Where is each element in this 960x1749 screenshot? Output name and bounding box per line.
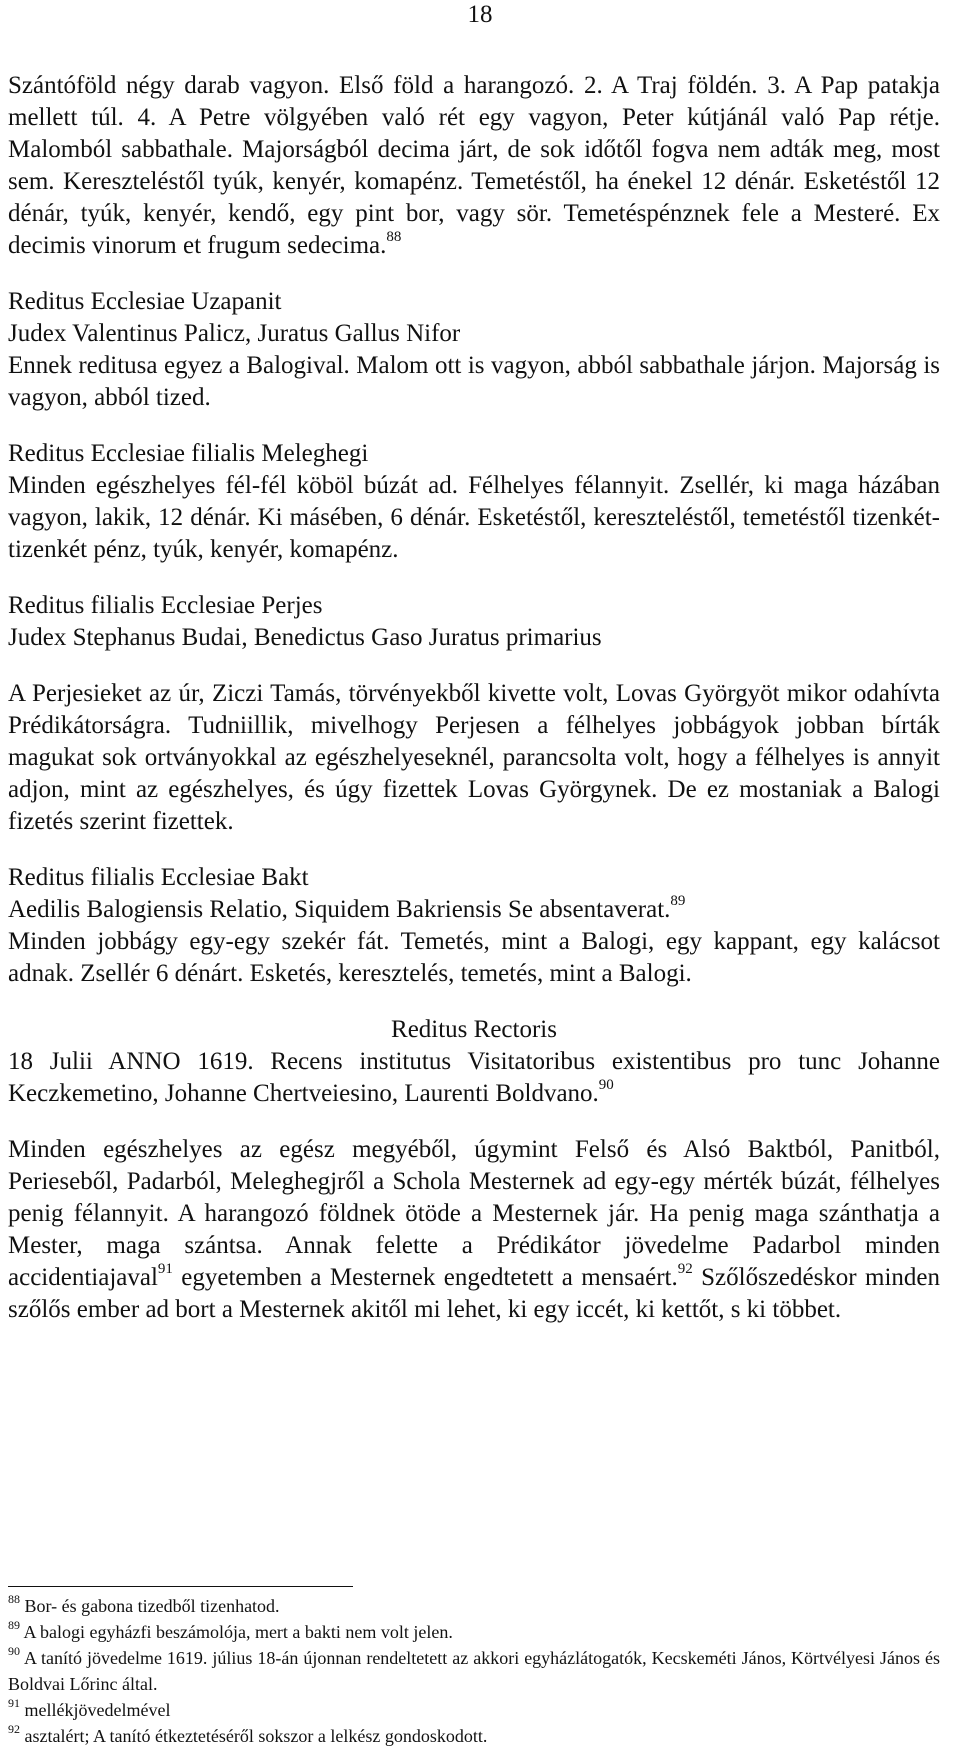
paragraph-ennek-reditusa: Ennek reditusa egyez a Balogival. Malom ott is vagyon, abból sabbathale járjon. Majorság is vagyon, abból tized. [8, 352, 940, 411]
footnote-separator [8, 1586, 353, 1587]
paragraph-part-b: egyetemben a Mesternek engedtetett a mensaért. [172, 1264, 678, 1291]
footnote-ref-90: 90 [598, 1076, 614, 1093]
paragraph-julii [8, 1046, 940, 1110]
paragraph-text: Szántóföld négy darab vagyon. Első föld a harangozó. 2. A Traj földén. 3. A Pap patakja mellett túl. 4. A Petre völgyében való rét egy vagyon, Peter kútjánál való Pap rétje. Malomból sabbathale. Majorságból decima járt, de sok időtől fogva nem adták meg, most sem. Kereszteléstől tyúk, kenyér, komapénz. Temetéstől, ha énekel 12 dénár. Esketéstől 12 dénár, tyúk, kenyér, kendő, egy pint bor, vagy sör. Temetéspénznek fele a Mesteré. Ex decimis vinorum et frugum sedecima. [8, 72, 940, 259]
line-aedilis [8, 894, 940, 926]
footnote-text: A tanító jövedelme 1619. július 18-án újonnan rendeltetett az akkori egyházlátogatók, Kecskeméti János, Körtvélyesi János és Boldvai Lőrinc által. [8, 1648, 940, 1694]
line-judex-valentinus: Judex Valentinus Palicz, Juratus Gallus Nifor [8, 320, 461, 347]
line-judex-stephanus: Judex Stephanus Budai, Benedictus Gaso Juratus primarius [8, 624, 602, 651]
footnote-text: asztalért; A tanító étkeztetéséről sokszor a lelkész gondoskodott. [24, 1726, 488, 1746]
heading-meleghegi: Reditus Ecclesiae filialis Meleghegi [8, 440, 369, 467]
footnote-88 [8, 1593, 940, 1619]
paragraph-minden-jobbagy: Minden jobbágy egy-egy szekér fát. Temetés, mint a Balogi, egy kappant, egy kalácsot adnak. Zsellér 6 dénárt. Esketés, keresztelés, temetés, mint a Balogi. [8, 928, 940, 987]
footnote-number: 89 [8, 1618, 20, 1632]
document-body [8, 70, 940, 1326]
footnote-number: 88 [8, 1592, 20, 1606]
paragraph-perjesieket: A Perjesieket az úr, Ziczi Tamás, törvényekből kivette volt, Lovas Györgyöt mikor odahívta Prédikátorságra. Tudniillik, mivelhogy Perjesen a félhelyes jobbágyok jobban bírták magukat sok ortványokkal az egészhelyeseknél, parancsolta volt, hogy a félhelyes is annyit adjon, mint az egészhelyes, és úgy fizettek Lovas Györgynek. De ez mostaniak a Balogi fizetés szerint fizettek. [8, 680, 940, 835]
footnote-number: 90 [8, 1644, 20, 1658]
heading-uzapanit: Reditus Ecclesiae Uzapanit [8, 288, 282, 315]
paragraph-julii-text: 18 Julii ANNO 1619. Recens institutus Visitatoribus existentibus pro tunc Johanne Keczkemetino, Johanne Chertveiesino, Laurenti Boldvano. [8, 1048, 940, 1107]
footnote-text: A balogi egyházfi beszámolója, mert a bakti nem volt jelen. [23, 1622, 453, 1642]
page-number: 18 [467, 1, 493, 28]
footnote-ref-89: 89 [670, 892, 686, 909]
paragraph-szantofold [8, 70, 940, 262]
line-aedilis-text: Aedilis Balogiensis Relatio, Siquidem Bakriensis Se absentaverat. [8, 896, 671, 923]
footnote-91 [8, 1697, 940, 1723]
footnote-number: 91 [8, 1696, 20, 1710]
footnote-text: Bor- és gabona tizedből tizenhatod. [24, 1596, 280, 1616]
footnote-90 [8, 1645, 940, 1697]
footnotes [8, 1593, 940, 1749]
footnote-ref-92: 92 [677, 1260, 693, 1277]
paragraph-part-a: Minden egészhelyes az egész megyéből, úgymint Felső és Alsó Baktból, Panitból, Perieseből, Padarból, Meleghegjről a Schola Mesternek ad egy-egy mérték búzát, félhelyes penig félannyit. A harangozó földnek ötöde a Mesternek jár. Ha penig maga szánthatja a Mester, maga szántsa. Annak felette a Prédikátor jövedelme Padarbol minden accidentiajaval [8, 1136, 940, 1291]
footnote-ref-91: 91 [157, 1260, 173, 1277]
footnote-89 [8, 1619, 940, 1645]
footnote-text: mellékjövedelmével [24, 1700, 171, 1720]
paragraph-minden-egeszhelyes: Minden egészhelyes fél-fél köböl búzát ad. Félhelyes félannyit. Zsellér, ki maga házában vagyon, lakik, 12 dénár. Ki másében, 6 dénár. Esketéstől, kereszteléstől, temetéstől tizenkét-tizenkét pénz, tyúk, kenyér, komapénz. [8, 472, 940, 563]
heading-perjes: Reditus filialis Ecclesiae Perjes [8, 592, 323, 619]
footnote-ref-88: 88 [386, 228, 402, 245]
footnote-92 [8, 1723, 940, 1749]
footnote-number: 92 [8, 1722, 20, 1736]
heading-rectoris: Reditus Rectoris [391, 1016, 557, 1043]
heading-bakt: Reditus filialis Ecclesiae Bakt [8, 864, 309, 891]
paragraph-part-c: Szőlőszedéskor minden szőlős ember ad bort a Mesternek akitől mi lehet, ki egy iccét, ki kettőt, s ki többet. [8, 1264, 940, 1323]
paragraph-minden-egesz-megye [8, 1134, 940, 1326]
